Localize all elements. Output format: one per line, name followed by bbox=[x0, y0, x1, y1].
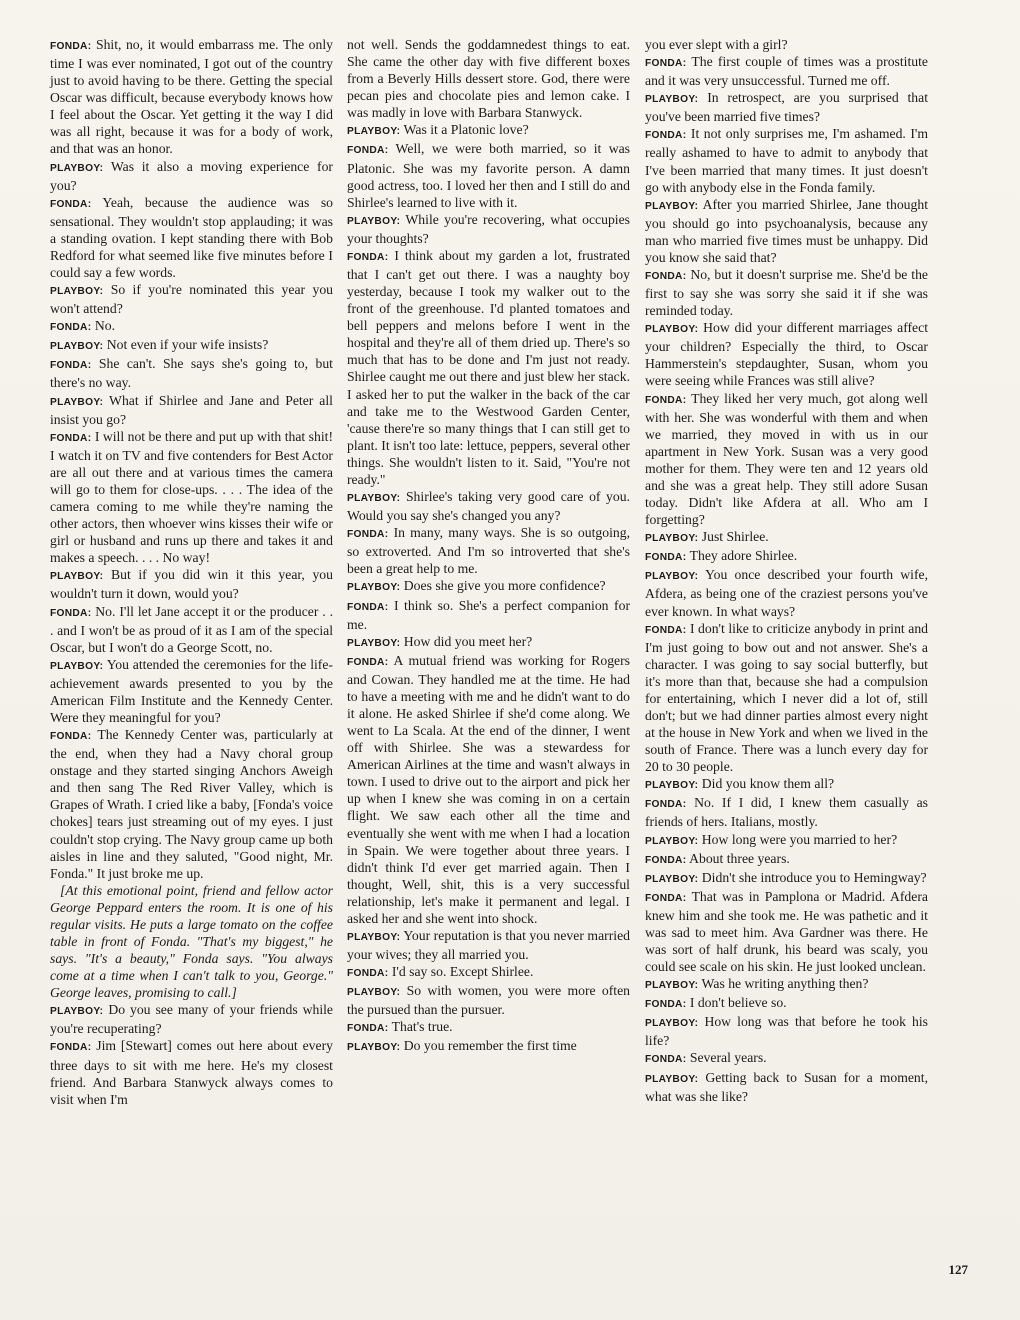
paragraph bbox=[645, 319, 928, 389]
paragraph bbox=[50, 194, 333, 281]
paragraph-text: In retrospect, are you surprised that you've been married five times? bbox=[645, 90, 929, 125]
paragraph bbox=[347, 982, 630, 1018]
paragraph bbox=[645, 266, 928, 319]
paragraph-text: Do you see many of your friends while you're recuperating? bbox=[50, 1002, 333, 1037]
paragraph bbox=[50, 726, 333, 882]
paragraph-text: Didn't she introduce you to Hemingway? bbox=[701, 869, 927, 885]
paragraph bbox=[347, 36, 630, 121]
paragraph bbox=[645, 125, 928, 195]
paragraph-text: You once described your fourth wife, Afdera, as being one of the craziest persons you've ever known. In what ways? bbox=[645, 567, 929, 619]
paragraph-text: No. I'll let Jane accept it or the producer . . . and I won't be as proud of it as I am of the special Oscar, but I won't do a George Scott, no. bbox=[50, 603, 333, 655]
speaker-label: FONDA: bbox=[50, 41, 92, 52]
speaker-label: FONDA: bbox=[50, 322, 92, 334]
paragraph bbox=[347, 963, 630, 982]
speaker-label: PLAYBOY: bbox=[645, 324, 699, 336]
paragraph bbox=[645, 620, 928, 776]
speaker-label: FONDA: bbox=[50, 360, 92, 372]
paragraph bbox=[645, 994, 928, 1013]
paragraph-text: Shit, no, it would embarrass me. The only time I was ever nominated, I got out of the country just to avoid having to be there. Getting the special Oscar was difficult, because everybody knows how I feel about the Oscar. Yet getting it the way I did was all right, because it was for a body of work, and that was an honor. bbox=[50, 37, 334, 157]
paragraph-text: She can't. She says she's going to, but there's no way. bbox=[50, 356, 333, 391]
paragraph-text: What if Shirlee and Jane and Peter all insist you go? bbox=[50, 392, 333, 427]
speaker-label: PLAYBOY: bbox=[50, 286, 104, 298]
speaker-label: PLAYBOY: bbox=[347, 215, 401, 227]
paragraph-text: [At this emotional point, friend and fellow actor George Peppard enters the room. It is one of his regular visits. He puts a large tomato on the coffee table in front of Fonda. "That's my biggest," he says. "It's a beauty," Fonda says. "You always come at a time when I can't talk to you, George." George leaves, promising to call.] bbox=[50, 882, 333, 1001]
paragraph-text: Yeah, because the audience was so sensational. They wouldn't stop applauding; it was a standing ovation. I kept standing there with Bob Redford for what seemed like five minutes before I could say a few words. bbox=[50, 194, 333, 281]
text-column-1 bbox=[50, 36, 333, 1108]
paragraph-text: About three years. bbox=[689, 850, 790, 866]
paragraph-text: The Kennedy Center was, particularly at the end, when they had a Navy choral group onstage and they started singing Anchors Aweigh and then sang The Red River Valley, which is Grapes of Wrath. I cried like a baby, [Fonda's voice chokes] tears just streaming out of my eyes. I just couldn't stop crying. The Navy group came up both aisles in line and they saluted, "Good night, Mr. Fonda." It just broke me up. bbox=[50, 727, 333, 881]
paragraph-text: I think about my garden a lot, frustrated that I can't get out there. I was a naughty boy yesterday, because I took my walker out to the front of the greenhouse. I'd planted tomatoes and bell peppers and melons before I went in the hospital and they're all of them dried up. There's so much that has to be done and I'm just not ready. Shirlee caught me out there and just blew her stack. I asked her to put the walker in the back of the car and take me to the Westwood Garden Center, 'cause there're so many things that I can still get to plant. It isn't too late: lettuce, peppers, several other things. She wouldn't listen to it. Said, "You're not ready." bbox=[347, 247, 630, 487]
paragraph bbox=[50, 1037, 333, 1107]
paragraph-text: So if you're nominated this year you won't attend? bbox=[50, 282, 334, 317]
paragraph-text: Did you know them all? bbox=[701, 776, 835, 792]
paragraph-text: not well. Sends the goddamnedest things to eat. She came the other day with five different boxes from a Beverly Hills dessert store. God, there were pecan pies and chocolate pies and lemon cake. I was madly in love with Barbara Stanwyck. bbox=[347, 37, 630, 121]
paragraph bbox=[347, 140, 630, 210]
paragraph bbox=[50, 281, 333, 317]
page-number: 127 bbox=[948, 1262, 968, 1277]
speaker-label: FONDA: bbox=[347, 968, 389, 980]
paragraph bbox=[645, 888, 928, 975]
paragraph bbox=[645, 390, 928, 529]
speaker-label: FONDA: bbox=[645, 854, 687, 866]
paragraph bbox=[645, 1049, 928, 1068]
text-column-3 bbox=[645, 36, 928, 1105]
speaker-label: FONDA: bbox=[50, 607, 92, 619]
speaker-label: PLAYBOY: bbox=[347, 493, 401, 505]
paragraph bbox=[50, 317, 333, 336]
speaker-label: PLAYBOY: bbox=[50, 341, 104, 353]
paragraph bbox=[645, 794, 928, 830]
paragraph bbox=[50, 336, 333, 355]
paragraph-text: How long was that before he took his life? bbox=[645, 1014, 928, 1049]
paragraph bbox=[347, 247, 630, 488]
paragraph bbox=[347, 927, 630, 963]
paragraph-text: Was it a Platonic love? bbox=[403, 122, 529, 138]
speaker-label: PLAYBOY: bbox=[347, 582, 401, 594]
paragraph-text: How did you meet her? bbox=[403, 633, 533, 649]
paragraph-text: Getting back to Susan for a moment, what was she like? bbox=[645, 1069, 928, 1104]
speaker-label: PLAYBOY: bbox=[645, 980, 699, 992]
paragraph-text: Do you remember the first time bbox=[403, 1038, 577, 1054]
speaker-label: PLAYBOY: bbox=[50, 396, 104, 408]
speaker-label: PLAYBOY: bbox=[645, 835, 699, 847]
speaker-label: PLAYBOY: bbox=[50, 1006, 104, 1018]
paragraph-text: No. If I did, I knew them casually as friends of hers. Italians, mostly. bbox=[645, 795, 928, 830]
speaker-label: FONDA: bbox=[347, 656, 389, 668]
paragraph bbox=[50, 882, 333, 1002]
paragraph-text: No. bbox=[94, 318, 115, 334]
paragraph bbox=[645, 547, 928, 566]
paragraph-text: The first couple of times was a prostitute and it was very unsuccessful. Turned me off. bbox=[645, 54, 928, 89]
speaker-label: PLAYBOY: bbox=[347, 931, 401, 943]
paragraph-text: I don't believe so. bbox=[689, 995, 787, 1011]
paragraph bbox=[50, 566, 333, 602]
paragraph bbox=[347, 577, 630, 596]
speaker-label: FONDA: bbox=[347, 1023, 389, 1035]
paragraph-text: I don't like to criticize anybody in print and I'm just going to bow out and not answer. She's a character. I was going to say social butterfly, but it's more than that, because she had a compulsion for entertaining, which I never did a lot of, still don't; but we had dinner parties almost every night at the house in New York and when we lived in the south of France. There was a lunch every day for 20 to 30 people. bbox=[645, 620, 929, 775]
paragraph-text: They liked her very much, got along well with her. She was wonderful with them and when we married, they moved in with us in our apartment in New York. Susan was a very good mother for them. They were ten and 12 years old and she was a great help. They still adore Susan today. Didn't like Afdera at all. Who am I forgetting? bbox=[645, 390, 928, 528]
paragraph-text: Several years. bbox=[689, 1050, 767, 1066]
paragraph bbox=[50, 158, 333, 194]
paragraph bbox=[347, 121, 630, 140]
paragraph bbox=[645, 1013, 928, 1049]
speaker-label: FONDA: bbox=[645, 58, 687, 70]
speaker-label: PLAYBOY: bbox=[645, 1018, 699, 1030]
paragraph bbox=[645, 775, 928, 794]
paragraph-text: Just Shirlee. bbox=[701, 529, 769, 545]
speaker-label: FONDA: bbox=[645, 892, 687, 904]
paragraph bbox=[347, 1037, 630, 1056]
paragraph-text: Well, we were both married, so it was Platonic. She was my favorite person. A damn good actress, too. I loved her then and I still do and Shirlee's learned to live with it. bbox=[347, 141, 630, 210]
text-column-2 bbox=[347, 36, 630, 1057]
paragraph-text: Was it also a moving experience for you? bbox=[50, 158, 333, 193]
speaker-label: FONDA: bbox=[645, 799, 687, 811]
paragraph-text: A mutual friend was working for Rogers and Cowan. They handled me at the time. He had to have a meeting with me and he didn't want to do it alone. He asked Shirlee if she'd come along. We went to La Scala. At the end of the dinner, I went off with Shirlee. She was a stewardess for American Airlines at the time and wasn't always in town. I used to drive out to the airport and pick her up when I knew she was coming in on a certain flight. We saw each other all the time and eventually she went with me when I had a location in Spain. We were together about three years. I didn't think I'd ever get married again. Then I thought, Well, shit, this is a very successful relationship, let's make it permanent and legal. I asked her and she went into shock. bbox=[347, 652, 630, 926]
speaker-label: PLAYBOY: bbox=[347, 637, 401, 649]
speaker-label: FONDA: bbox=[347, 251, 389, 263]
paragraph-text: That was in Pamplona or Madrid. Afdera knew him and she took me. He was pathetic and it was sad to meet him. Ava Gardner was there. He was sort of half drunk, his beard was scaly, you could see scale on his skin. He just looked unclean. bbox=[645, 888, 928, 975]
speaker-label: FONDA: bbox=[50, 198, 92, 210]
speaker-label: FONDA: bbox=[50, 1042, 92, 1054]
paragraph bbox=[347, 488, 630, 524]
paragraph bbox=[347, 633, 630, 652]
speaker-label: FONDA: bbox=[347, 601, 389, 613]
speaker-label: PLAYBOY: bbox=[645, 533, 699, 545]
paragraph-text: After you married Shirlee, Jane thought you should go into psychoanalysis, because any man who married five times must be unhappy. Did you know she said that? bbox=[645, 196, 928, 265]
speaker-label: FONDA: bbox=[347, 145, 389, 157]
paragraph-text: It not only surprises me, I'm ashamed. I'm really ashamed to have to admit to anybody that I've been married that many times. It just doesn't go with anybody else in the Fonda family. bbox=[645, 126, 929, 195]
paragraph-text: Was he writing anything then? bbox=[701, 976, 869, 992]
paragraph-text: Your reputation is that you never married your wives; they all married you. bbox=[347, 927, 630, 963]
paragraph-text: How did your different marriages affect your children? Especially the third, to Oscar Hammerstein's stepdaughter, Susan, whom you were seeing while Frances was still alive? bbox=[645, 320, 929, 389]
speaker-label: FONDA: bbox=[645, 130, 687, 142]
speaker-label: FONDA: bbox=[645, 271, 687, 283]
paragraph-text: I'd say so. Except Shirlee. bbox=[391, 964, 534, 980]
speaker-label: PLAYBOY: bbox=[347, 1042, 401, 1054]
paragraph-text: you ever slept with a girl? bbox=[645, 37, 788, 52]
paragraph-text: I will not be there and put up with that shit! I watch it on TV and five contenders for Best Actor are all out there and at various times the camera will go to them for close-ups. . . . The idea of the camera coming to me while they're naming the other actors, then whoever wins kisses their wife or girl or husband and runs up there and takes it and makes a speech. . . . No way! bbox=[50, 428, 334, 566]
speaker-label: FONDA: bbox=[50, 432, 92, 444]
speaker-label: PLAYBOY: bbox=[50, 162, 104, 174]
speaker-label: PLAYBOY: bbox=[645, 94, 699, 106]
paragraph bbox=[347, 211, 630, 247]
speaker-label: PLAYBOY: bbox=[50, 660, 104, 672]
paragraph bbox=[645, 566, 928, 619]
paragraph bbox=[645, 850, 928, 869]
paragraph bbox=[50, 1001, 333, 1037]
paragraph bbox=[645, 831, 928, 850]
paragraph-text: I think so. She's a perfect companion for me. bbox=[347, 597, 630, 632]
speaker-label: FONDA: bbox=[645, 552, 687, 564]
paragraph-text: Jim [Stewart] comes out here about every three days to sit with me here. He's my closest friend. And Barbara Stanwyck always comes to visit when I'm bbox=[50, 1038, 333, 1107]
paragraph bbox=[645, 869, 928, 888]
paragraph bbox=[50, 603, 333, 656]
paragraph-text: That's true. bbox=[391, 1019, 453, 1035]
paragraph bbox=[347, 652, 630, 927]
speaker-label: PLAYBOY: bbox=[347, 126, 401, 138]
paragraph-text: Does she give you more confidence? bbox=[403, 578, 606, 594]
paragraph-text: Not even if your wife insists? bbox=[106, 337, 269, 353]
speaker-label: FONDA: bbox=[50, 731, 92, 743]
speaker-label: PLAYBOY: bbox=[645, 571, 699, 583]
paragraph bbox=[645, 975, 928, 994]
paragraph-text: While you're recovering, what occupies your thoughts? bbox=[347, 211, 630, 246]
paragraph bbox=[645, 36, 928, 53]
speaker-label: PLAYBOY: bbox=[645, 200, 699, 212]
speaker-label: FONDA: bbox=[645, 624, 687, 636]
speaker-label: FONDA: bbox=[347, 529, 389, 541]
paragraph bbox=[50, 355, 333, 391]
paragraph-text: In many, many ways. She is so outgoing, so extroverted. And I'm so introverted that she's been a great help to me. bbox=[347, 525, 630, 577]
paragraph bbox=[50, 656, 333, 726]
speaker-label: PLAYBOY: bbox=[50, 571, 104, 583]
paragraph bbox=[50, 36, 333, 158]
paragraph-text: How long were you married to her? bbox=[701, 831, 898, 847]
speaker-label: FONDA: bbox=[645, 999, 687, 1011]
paragraph bbox=[645, 196, 928, 266]
paragraph bbox=[50, 428, 333, 567]
paragraph bbox=[645, 1069, 928, 1105]
paragraph bbox=[645, 89, 928, 125]
speaker-label: FONDA: bbox=[645, 1054, 687, 1066]
paragraph-text: You attended the ceremonies for the life-achievement awards presented to you by the American Film Institute and the Kennedy Center. Were they meaningful for you? bbox=[50, 656, 333, 725]
paragraph-text: Shirlee's taking very good care of you. Would you say she's changed you any? bbox=[347, 489, 631, 524]
speaker-label: PLAYBOY: bbox=[645, 1073, 699, 1085]
paragraph bbox=[645, 53, 928, 89]
paragraph bbox=[645, 528, 928, 547]
speaker-label: PLAYBOY: bbox=[645, 873, 699, 885]
paragraph bbox=[50, 392, 333, 428]
speaker-label: PLAYBOY: bbox=[645, 780, 699, 792]
speaker-label: FONDA: bbox=[645, 394, 687, 406]
paragraph-text: But if you did win it this year, you wouldn't turn it down, would you? bbox=[50, 567, 333, 602]
paragraph bbox=[347, 524, 630, 577]
paragraph-text: They adore Shirlee. bbox=[689, 548, 798, 564]
paragraph bbox=[347, 1018, 630, 1037]
speaker-label: PLAYBOY: bbox=[347, 987, 401, 999]
paragraph-text: So with women, you were more often the pursued than the pursuer. bbox=[347, 983, 630, 1018]
paragraph bbox=[347, 597, 630, 633]
paragraph-text: No, but it doesn't surprise me. She'd be the first to say she was sorry she said it if she was reminded today. bbox=[645, 267, 928, 319]
